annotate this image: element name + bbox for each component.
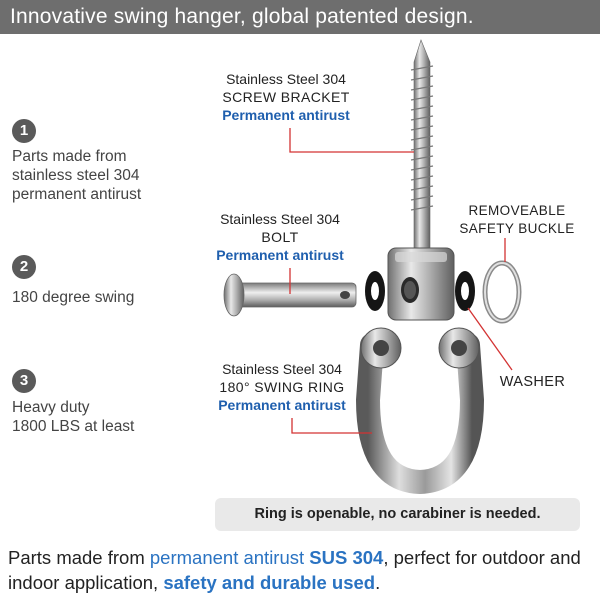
feature-1-badge: 1 xyxy=(12,119,36,143)
feature-1-line-2: stainless steel 304 xyxy=(12,167,140,184)
callout-buckle-line1: REMOVEABLE xyxy=(468,203,566,218)
feature-3-line-2: 1800 LBS at least xyxy=(12,418,135,435)
callout-ring-line1: Stainless Steel 304 xyxy=(222,361,342,377)
banner-title: Innovative swing hanger, global patented design. xyxy=(0,0,600,34)
safety-buckle xyxy=(485,263,519,321)
callout-screw-line2: SCREW BRACKET xyxy=(222,89,350,105)
washer-right xyxy=(455,271,475,311)
callout-buckle-line2: SAFETY BUCKLE xyxy=(459,221,575,236)
callout-bolt-line3: Permanent antirust xyxy=(216,247,344,263)
callout-washer xyxy=(485,373,580,391)
callout-screw-line3: Permanent antirust xyxy=(222,107,350,123)
feature-2-line-1: 180 degree swing xyxy=(12,289,135,306)
callout-screw-line1: Stainless Steel 304 xyxy=(226,71,346,87)
swing-ring xyxy=(361,328,479,482)
openable-note: Ring is openable, no carabiner is needed. xyxy=(215,498,580,531)
feature-3-badge: 3 xyxy=(12,369,36,393)
footer-part6: . xyxy=(375,572,381,593)
footer-part2: permanent antirust xyxy=(149,547,305,568)
footer-description xyxy=(8,545,596,595)
feature-1-line-1: Parts made from xyxy=(12,148,127,165)
callout-screw-bracket xyxy=(196,70,376,124)
callout-washer-line1: WASHER xyxy=(499,374,566,390)
footer-part3: SUS 304 xyxy=(304,547,384,568)
callout-bolt xyxy=(196,210,364,264)
washer-left xyxy=(365,271,385,311)
footer-part4: , perfect for outdoor and indoor application, xyxy=(8,547,581,593)
callout-ring-line2: 180° SWING RING xyxy=(219,379,345,395)
callout-safety-buckle xyxy=(452,202,582,238)
feature-2-badge: 2 xyxy=(12,255,36,279)
screw-bracket xyxy=(388,40,454,320)
callout-ring-line3: Permanent antirust xyxy=(218,397,346,413)
callout-bolt-line2: BOLT xyxy=(261,229,299,245)
footer-part1: Parts made from xyxy=(8,547,150,568)
feature-3-line-1: Heavy duty xyxy=(12,399,90,416)
footer-part5: safety and durable used xyxy=(163,572,376,593)
feature-1-line-3: permanent antirust xyxy=(12,186,142,203)
callout-swing-ring xyxy=(198,360,366,414)
callout-bolt-line1: Stainless Steel 304 xyxy=(220,211,340,227)
